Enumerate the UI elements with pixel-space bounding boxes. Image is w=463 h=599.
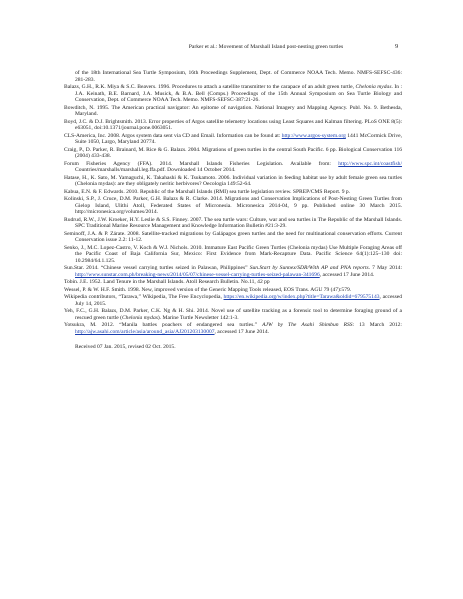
reference-entry	[64, 147, 402, 160]
reference-entry	[64, 287, 402, 294]
reference-link[interactable]: http://ajw.asahi.com/article/asia/around_asia/AJ201203130007	[75, 328, 215, 335]
reference-text: Yeh, F.C., G.H. Balazs, D.M. Parker, C.K. Ng & H. Shi. 2014. Novel use of satellite tracking as a forensic tool to determine foraging ground of a rescued green turtle (	[64, 308, 402, 321]
reference-text: Hatase, H., K. Sato, M. Yamaguchi, K. Takahashi & K. Tsukamoto. 2006. Individual variation in feeding habitat use by adult female green sea turtles (Chelonia mydas): are they obligately neritic herbivores? Oecologia 149:52-64.	[64, 174, 402, 188]
reference-link[interactable]: http://www.argos-system.org	[281, 132, 346, 139]
reference-text: Forum Fisheries Agency (FFA). 2014. Marshall Islands Fisheries Legislation. Available from:	[64, 160, 339, 167]
reference-text: Senko, J., M.C. Lopez-Castro, V. Koch & W.J. Nichols. 2010. Immature East Pacific Green Turtles (Chelonia mydas) Use Multiple Foraging Areas off the Pacific Coast of Baja California Sur, Mexico: First Evidence from Mark-Recapture Data. Pacific Science 64(1):125–130 doi: 10.2984/64.1.125.	[64, 244, 402, 265]
reference-link[interactable]: http://www.sunstar.com.ph/breaking-news/2014/05/07/chinese-vessel-carrying-turtles-seized-palawan-341696	[75, 272, 320, 279]
reference-entry	[64, 196, 402, 216]
reference-text: 1441 McCormick Drive, Suite 1050, Largo, Maryland 20774.	[75, 132, 402, 146]
reference-text: . In : J.A. Keinath, B.E. Barnard, J.A. Musick, & B.A. Bell (Comps.) Proceedings of the 15th Annual Symposium on Sea Turtle Biology and Conservation, Dept. of Commerce NOAA Tech. Memo. NMFS-SEFSC-387:21-26.	[75, 84, 402, 104]
running-header: Parker et al.: Movement of Marshall Island post-nesting green turtles	[188, 44, 344, 50]
reference-text: Rudrud, R.W., J.W. Kroeker, H.Y. Leslie & S.S. Finney. 2007. The sea turtle wars: Culture, war and sea turtles in The Republic of the Marshall Islands. SPC Traditional Marine Resource Management and Knowledge Information Bulletin #21:3-29.	[64, 216, 402, 230]
reference-entry	[64, 279, 402, 286]
reference-entry	[64, 217, 402, 230]
reference-entry	[64, 70, 402, 83]
reference-entry	[64, 322, 402, 335]
reference-entry	[64, 294, 402, 307]
received-dates: Received 07 Jan. 2015, revised 02 Oct. 2015.	[75, 344, 176, 351]
reference-text: Boyd, J.C. & D.J. Brightsmith. 2013. Error properties of Argos satellite telemetry locations using Least Squares and Kalman filtering. PLoS ONE 8(5): e63051, doi:10.1371/journal.pone.0063051.	[64, 118, 402, 132]
reference-text: Sun.Star. 2014. “Chinese vessel carrying turtles seized in Palawan, Philippines”	[64, 265, 250, 272]
reference-italic-text: AJW by The Asahi Shimbun RSS	[262, 322, 353, 328]
reference-text: Bowditch, N. 1995. The American practical navigator: An epitome of navigation. National Imagery and Mapping Agency. Publ. No. 9. Bethesda, Maryland.	[64, 104, 402, 118]
reference-text: , accessed 17 June 2014.	[319, 272, 375, 279]
reference-text: Kabua, E.N. & F. Edwards. 2010. Republic of the Marshall Islands (RMI) sea turtle legislation review. SPREP/CMS Report. 9 p.	[64, 188, 351, 195]
reference-entries	[64, 70, 402, 335]
reference-text: Balazs, G.H., R.K. Miya & S.C. Beavers. 1996. Procedures to attach a satellite transmitter to the carapace of an adult green turtle,	[64, 84, 356, 90]
reference-entry	[64, 119, 402, 132]
reference-text: CLS-America, Inc. 2008. Argos system data sent via CD and Email. Information can be found at:	[64, 132, 282, 139]
page-number: 9	[395, 43, 399, 50]
reference-italic-text: Chelonia mydas	[121, 314, 158, 321]
reference-link[interactable]: https://en.wikipedia.org/w/index.php?title=Tarawa&oldid=679575143	[223, 294, 380, 300]
reference-text: ). Marine Turtle Newsletter 142:1-3.	[157, 314, 239, 321]
reference-italic-text: Chelonia mydas	[355, 84, 392, 90]
reference-text: Tobin. J.E. 1952. Land Tenure in the Marshall Islands. Atoll Research Bulletin. No.11, 42 pp	[64, 279, 270, 286]
reference-list	[64, 70, 402, 351]
reference-text: Wikipedia contributors, “Tarawa,” Wikipedia, The Free Encyclopedia,	[64, 294, 224, 300]
reference-text: Craig, P., D. Parker, R. Brainard, M. Rice & G. Balazs. 2004. Migrations of green turtles in the central South Pacific. 6 pp. Biological Conservation 116 (2004) 433-438.	[64, 146, 402, 160]
reference-entry	[64, 189, 402, 196]
reference-text: : 13 March 2012:	[352, 322, 402, 328]
reference-link[interactable]: http://www.spc.int/coastfish/	[338, 160, 402, 167]
reference-entry	[64, 175, 402, 188]
reference-entry	[64, 231, 402, 244]
reference-text: Wessel, P. & W. H.F. Smith. 1998. New, improved version of the Generic Mapping Tools released, EOS Trans. AGU 79 (47):579.	[64, 286, 352, 293]
reference-text: . 7 May 2014:	[368, 265, 402, 272]
reference-entry	[64, 245, 402, 265]
reference-text: , accessed July 14, 2015.	[75, 294, 402, 307]
reference-text: of the 18th International Sea Turtle Symposium, 16th Proceedings Supplement, Dept. of Commerce NOAA Tech. Memo. NMFS-SEFSC-436: 281-283.	[75, 70, 402, 83]
reference-text: Countries/marshalls/marshall.leg.ffa.pdf. Downloaded 14 October 2014.	[75, 167, 236, 174]
reference-entry	[64, 161, 402, 174]
reference-text: Kolinski, S.P., J. Cruce, D.M. Parker, G.H. Balazs & R. Clarke. 2014. Migrations and Conservation Implications of Post-Nesting Green Turtles from Gielop Island, Ulithi Atoll, Federated States of Micronesia. Micronesica 2014-04, 9 pp. Published online 30 March 2015. http://micronesica.org/volumes/2014.	[64, 196, 402, 216]
reference-text: Yotsukra, M. 2012. “Manila battles poachers of endangered sea turtles.”	[64, 322, 263, 328]
reference-text: Seminoff, J.A. & P. Zárate. 2008. Satellite-tracked migrations by Galápagos green turtles and the need for multinational conservation efforts. Current Conservation issue 2.2: 11-12.	[64, 230, 402, 244]
reference-entry	[64, 265, 402, 278]
reference-entry	[64, 84, 402, 104]
reference-italic-text: Sun.Start by Sunnex/SDR/With AP and PNA reports	[249, 265, 369, 272]
reference-entry	[64, 133, 402, 146]
reference-text: , accessed 17 June 2014.	[214, 328, 270, 335]
reference-entry	[64, 105, 402, 118]
reference-entry	[64, 308, 402, 321]
